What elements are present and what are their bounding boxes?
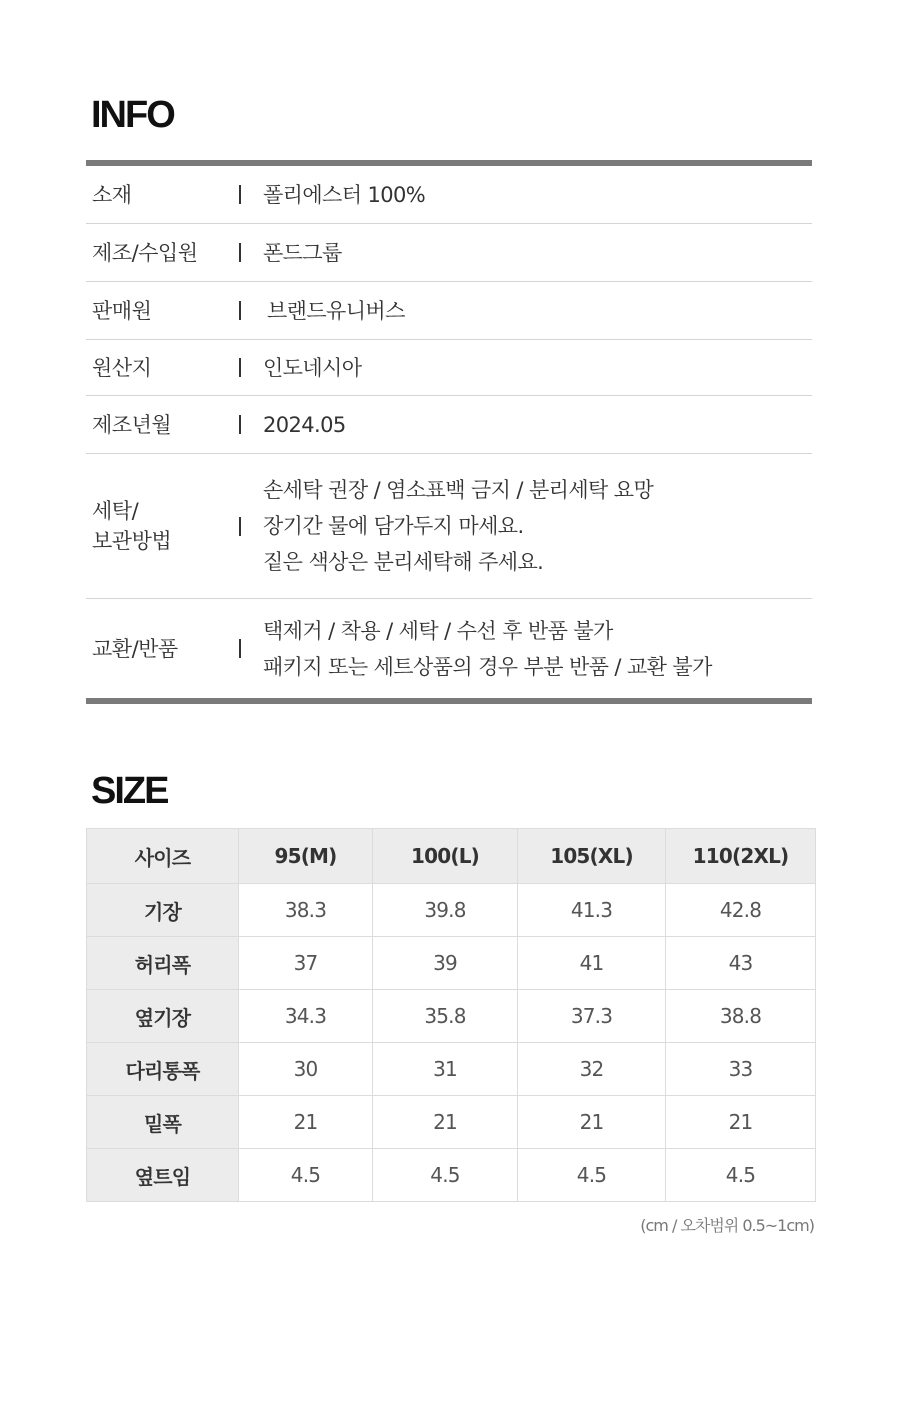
info-separator xyxy=(239,639,241,658)
table-row xyxy=(87,937,816,990)
size-cell: 37.3 xyxy=(518,990,666,1043)
size-header-cell: 사이즈 xyxy=(87,829,239,884)
size-header-cell: 110(2XL) xyxy=(666,829,816,884)
info-row-origin xyxy=(86,340,812,396)
size-cell: 21 xyxy=(373,1096,518,1149)
size-cell: 21 xyxy=(518,1096,666,1149)
size-cell: 21 xyxy=(239,1096,373,1149)
info-label-origin: 원산지 xyxy=(92,355,152,380)
size-cell: 4.5 xyxy=(239,1149,373,1202)
size-row-label: 밑폭 xyxy=(87,1096,239,1149)
size-row-label: 옆트임 xyxy=(87,1149,239,1202)
info-value-manufacturer xyxy=(263,235,812,271)
table-row xyxy=(87,1149,816,1202)
info-value-line: 짙은 색상은 분리세탁해 주세요. xyxy=(263,550,544,574)
info-value-line: 폰드그룹 xyxy=(263,240,342,265)
size-cell: 39 xyxy=(373,937,518,990)
size-section-title: SIZE xyxy=(91,770,168,812)
size-cell: 4.5 xyxy=(373,1149,518,1202)
size-row-label: 다리통폭 xyxy=(87,1043,239,1096)
info-row-care xyxy=(86,454,812,599)
info-value-manufacture-date xyxy=(263,407,812,443)
info-label-care: 세탁/ 보관방법 xyxy=(92,499,172,553)
table-row xyxy=(87,1096,816,1149)
info-value-line: 폴리에스터 100% xyxy=(263,182,426,207)
info-separator xyxy=(239,517,241,536)
size-cell: 30 xyxy=(239,1043,373,1096)
size-cell: 21 xyxy=(666,1096,816,1149)
info-row-manufacturer xyxy=(86,224,812,282)
size-header-cell: 95(M) xyxy=(239,829,373,884)
size-cell: 42.8 xyxy=(666,884,816,937)
info-value-line: 손세탁 권장 / 염소표백 금지 / 분리세탁 요망 xyxy=(263,478,654,502)
info-row-manufacture-date xyxy=(86,396,812,454)
table-row xyxy=(87,884,816,937)
size-cell: 31 xyxy=(373,1043,518,1096)
info-label-seller: 판매원 xyxy=(92,298,152,323)
size-table xyxy=(86,828,816,1202)
info-label-exchange: 교환/반품 xyxy=(92,636,178,661)
size-cell: 33 xyxy=(666,1043,816,1096)
size-header-cell: 105(XL) xyxy=(518,829,666,884)
size-cell: 38.3 xyxy=(239,884,373,937)
size-cell: 34.3 xyxy=(239,990,373,1043)
size-cell: 39.8 xyxy=(373,884,518,937)
info-section-title: INFO xyxy=(91,94,174,136)
size-note: (cm / 오차범위 0.5~1cm) xyxy=(640,1216,814,1235)
size-cell: 32 xyxy=(518,1043,666,1096)
info-separator xyxy=(239,243,241,262)
size-row-label: 허리폭 xyxy=(87,937,239,990)
info-value-line: 택제거 / 착용 / 세탁 / 수선 후 반품 불가 xyxy=(263,618,613,643)
info-value-line: 패키지 또는 세트상품의 경우 부분 반품 / 교환 불가 xyxy=(263,654,712,679)
size-header-row xyxy=(87,829,816,884)
size-cell: 43 xyxy=(666,937,816,990)
info-value-seller xyxy=(263,293,812,329)
info-separator xyxy=(239,415,241,434)
info-value-line: 2024.05 xyxy=(263,412,346,437)
info-value-origin xyxy=(263,350,812,386)
size-cell: 35.8 xyxy=(373,990,518,1043)
size-header-cell: 100(L) xyxy=(373,829,518,884)
info-label-material: 소재 xyxy=(92,182,132,207)
info-row-exchange xyxy=(86,599,812,698)
size-cell: 4.5 xyxy=(518,1149,666,1202)
info-value-exchange xyxy=(263,613,812,685)
info-label-manufacture-date: 제조년월 xyxy=(92,412,172,437)
info-value-material xyxy=(263,177,812,213)
info-value-line: 인도네시아 xyxy=(263,355,362,380)
size-cell: 41.3 xyxy=(518,884,666,937)
info-separator xyxy=(239,301,241,320)
info-separator xyxy=(239,358,241,377)
info-row-material xyxy=(86,166,812,224)
info-value-line: 장기간 물에 담가두지 마세요. xyxy=(263,514,524,538)
size-row-label: 옆기장 xyxy=(87,990,239,1043)
size-row-label: 기장 xyxy=(87,884,239,937)
info-value-care xyxy=(263,472,812,580)
size-cell: 38.8 xyxy=(666,990,816,1043)
info-value-line: 브랜드유니버스 xyxy=(267,298,405,323)
size-cell: 37 xyxy=(239,937,373,990)
size-cell: 4.5 xyxy=(666,1149,816,1202)
info-row-seller xyxy=(86,282,812,340)
table-row xyxy=(87,1043,816,1096)
table-row xyxy=(87,990,816,1043)
info-separator xyxy=(239,185,241,204)
info-label-manufacturer: 제조/수입원 xyxy=(92,240,198,265)
size-cell: 41 xyxy=(518,937,666,990)
info-table xyxy=(86,160,812,704)
